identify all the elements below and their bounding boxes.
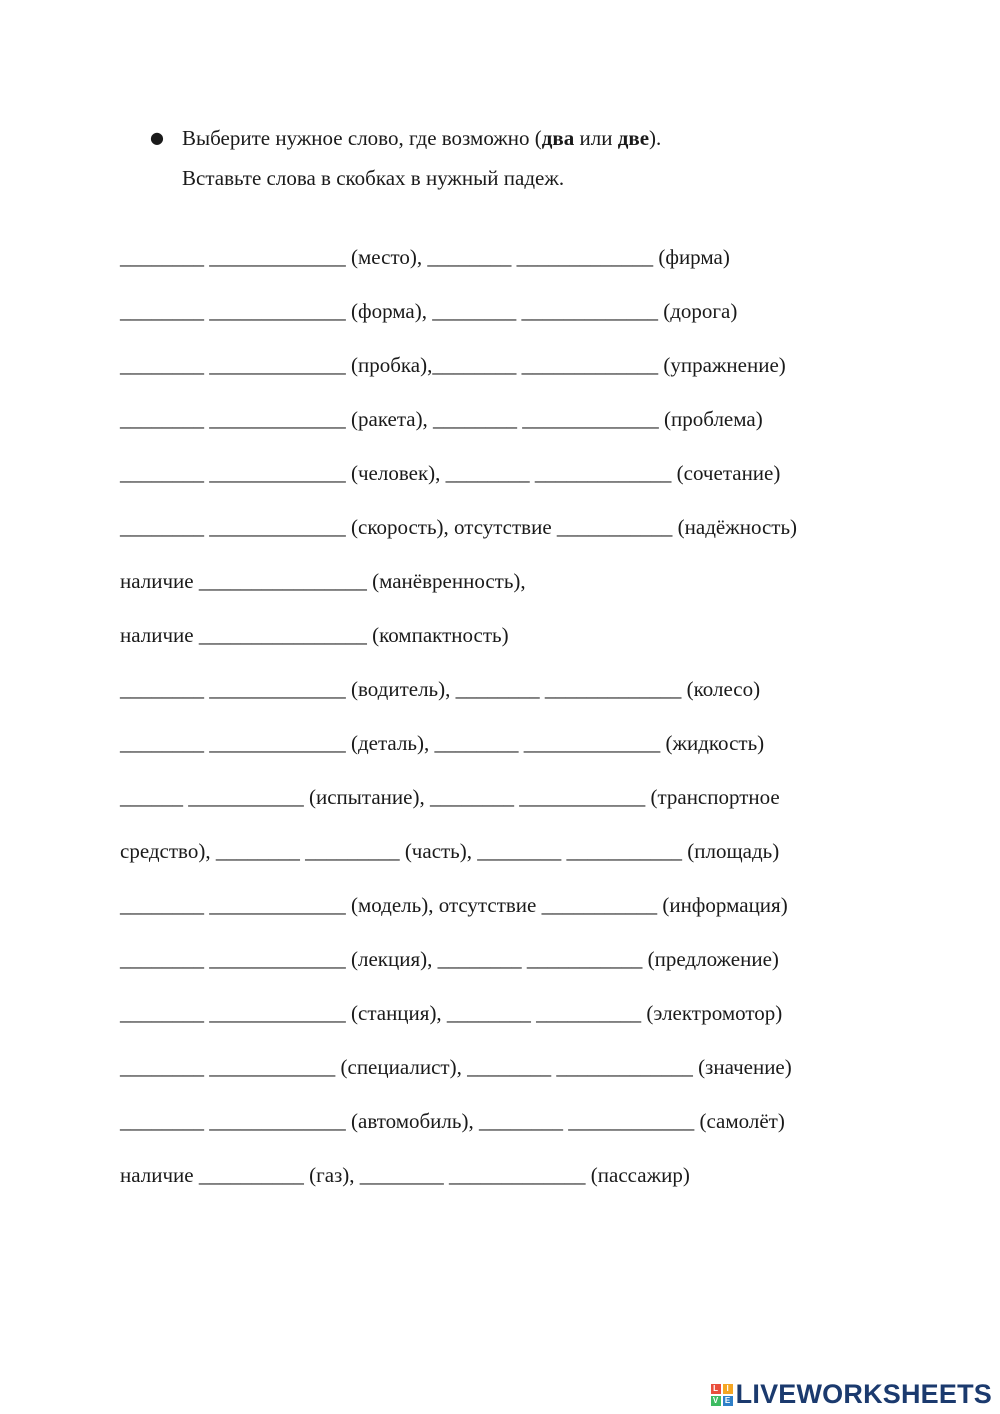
exercise-line[interactable]: ________ _____________ (лекция), ________ ___________ (предложение) xyxy=(120,947,779,971)
exercise-line[interactable]: ________ _____________ (автомобиль), ________ ____________ (самолёт) xyxy=(120,1109,785,1133)
bullet-icon: ● xyxy=(150,128,164,147)
exercise-line[interactable]: ________ _____________ (скорость), отсутствие ___________ (надёжность) xyxy=(120,515,798,539)
instructions xyxy=(150,118,930,198)
exercise-line[interactable]: ________ _____________ (ракета), ________ _____________ (проблема) xyxy=(120,407,763,431)
exercise-line[interactable]: ________ ____________ (специалист), ________ _____________ (значение) xyxy=(120,1055,792,1079)
exercise-line[interactable]: наличие ________________ (манёвренность), xyxy=(120,569,526,593)
exercise-line[interactable]: ________ _____________ (деталь), ________ _____________ (жидкость) xyxy=(120,731,765,755)
instruction-line-2: Вставьте слова в скобках в нужный падеж. xyxy=(182,166,565,190)
instruction-line-1 xyxy=(150,118,930,158)
logo-cell: E xyxy=(723,1396,733,1406)
instruction-text-pre: Выберите нужное слово, где возможно ( xyxy=(182,126,542,150)
exercise-line[interactable]: ________ _____________ (водитель), ________ _____________ (колесо) xyxy=(120,677,761,701)
watermark-text: LIVEWORKSHEETS xyxy=(735,1379,992,1409)
logo-cell: L xyxy=(711,1384,721,1394)
logo-cell: I xyxy=(723,1384,733,1394)
exercise-line[interactable]: ______ ___________ (испытание), ________ ____________ (транспортное xyxy=(120,785,780,809)
logo-cell: V xyxy=(711,1396,721,1406)
exercise-list xyxy=(120,236,920,1208)
exercise-line[interactable]: ________ _____________ (форма), ________ _____________ (дорога) xyxy=(120,299,738,323)
exercise-line[interactable]: ________ _____________ (пробка),________ _____________ (упражнение) xyxy=(120,353,786,377)
instruction-text-mid: или xyxy=(574,126,618,150)
instruction-text-post: ). xyxy=(649,126,662,150)
liveworksheets-logo-icon xyxy=(711,1384,733,1406)
exercise-line[interactable]: средство), ________ _________ (часть), ________ ___________ (площадь) xyxy=(120,839,780,863)
exercise-line[interactable]: наличие ________________ (компактность) xyxy=(120,623,509,647)
exercise-line[interactable]: ________ _____________ (станция), ________ __________ (электромотор) xyxy=(120,1001,783,1025)
instruction-word-dva: два xyxy=(541,126,575,150)
exercise-line[interactable]: ________ _____________ (модель), отсутствие ___________ (информация) xyxy=(120,893,788,917)
liveworksheets-watermark xyxy=(711,1379,992,1410)
exercise-line[interactable]: наличие __________ (газ), ________ _____________ (пассажир) xyxy=(120,1163,690,1187)
exercise-line[interactable]: ________ _____________ (человек), ________ _____________ (сочетание) xyxy=(120,461,781,485)
exercise-line[interactable]: ________ _____________ (место), ________ _____________ (фирма) xyxy=(120,245,730,269)
instruction-word-dve: две xyxy=(617,126,650,150)
